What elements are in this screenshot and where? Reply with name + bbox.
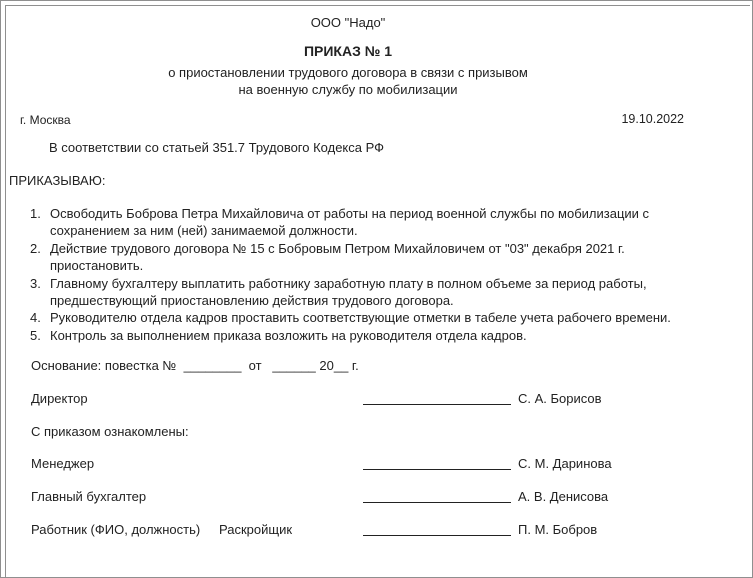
org-name: ООО "Надо" <box>310 15 386 30</box>
order-item-text: Главному бухгалтеру выплатить работнику заработную плату в полном объеме за период работы, предшествующий приостановлению действия трудового договора. <box>50 275 647 309</box>
order-item-text: Руководителю отдела кадров проставить соответствующие отметки в табеле учета рабочего времени. <box>50 310 671 326</box>
order-item <box>30 205 712 240</box>
signature-label: Главный бухгалтер <box>31 489 147 504</box>
signature-name: С. М. Даринова <box>518 456 612 471</box>
signature-line <box>363 535 511 536</box>
order-date: 19.10.2022 <box>621 112 684 126</box>
order-item-number: 4. <box>30 310 41 326</box>
signature-label: Менеджер <box>31 456 95 471</box>
order-title: ПРИКАЗ № 1 <box>303 43 393 59</box>
order-item-text: Контроль за выполнением приказа возложить на руководителя отдела кадров. <box>50 327 527 343</box>
document-page <box>5 5 750 577</box>
order-item-number: 2. <box>30 240 41 256</box>
worker-position: Раскройщик <box>219 522 293 537</box>
signature-row-director <box>6 390 750 408</box>
signature-line <box>363 404 511 405</box>
order-item-text: Освободить Боброва Петра Михайловича от работы на период военной службы по мобилизации с сохранением за ним (ней) занимаемой должности. <box>50 206 650 239</box>
order-item <box>30 327 712 344</box>
order-item-number: 5. <box>30 327 41 343</box>
signature-label: Директор <box>31 391 88 406</box>
city-label: г. Москва <box>20 113 71 127</box>
signature-row-manager <box>6 455 750 473</box>
signature-row-worker <box>6 521 750 539</box>
order-item-number: 3. <box>30 275 41 291</box>
signature-name: А. В. Денисова <box>518 489 609 504</box>
order-item <box>30 275 712 310</box>
order-item <box>30 309 712 326</box>
signature-line <box>363 502 511 503</box>
signature-line <box>363 469 511 470</box>
signature-row-chief-accountant <box>6 488 750 506</box>
signature-label: Работник (ФИО, должность) <box>31 522 201 537</box>
intro-paragraph: В соответствии со статьей 351.7 Трудового Кодекса РФ <box>49 140 385 155</box>
order-subtitle-line2: на военную службу по мобилизации <box>238 82 458 97</box>
acknowledged-heading: С приказом ознакомлены: <box>31 424 189 439</box>
basis-line: Основание: повестка № ________ от ______ 20__ г. <box>31 358 359 373</box>
order-item-text: Действие трудового договора № 15 с Бобровым Петром Михайловичем от "03" декабря 2021 г. приостановить. <box>50 240 625 274</box>
signature-name: П. М. Бобров <box>518 522 598 537</box>
order-item-number: 1. <box>30 206 41 221</box>
order-word: ПРИКАЗЫВАЮ: <box>9 173 106 188</box>
order-subtitle-line1: о приостановлении трудового договора в связи с призывом <box>168 65 528 80</box>
order-items-list <box>30 205 712 344</box>
order-item <box>30 240 712 275</box>
signature-name: С. А. Борисов <box>518 391 602 406</box>
